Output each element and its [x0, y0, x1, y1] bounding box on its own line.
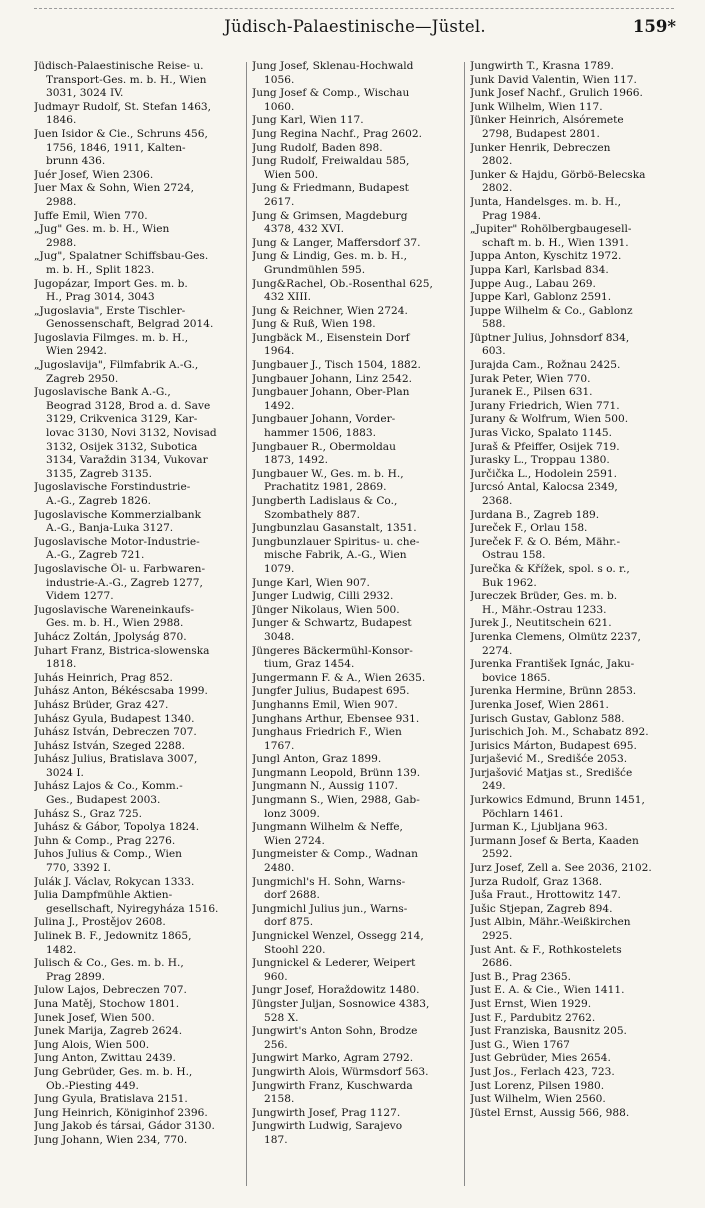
directory-entry-line: Jungbauer Johann, Linz 2542. [252, 372, 412, 385]
directory-entry-line: Jungnickel & Lederer, Weipert [252, 957, 416, 970]
directory-entry-line: Juppa Anton, Kyschitz 1972. [470, 250, 622, 263]
column-divider [246, 62, 247, 1186]
directory-entry-line: Junghans Arthur, Ebensee 931. [252, 712, 420, 725]
directory-entry-continuation: 1846. [46, 114, 77, 127]
directory-entry-continuation: Ostrau 158. [482, 549, 546, 562]
directory-entry-line: Jurak Peter, Wien 770. [470, 372, 591, 385]
directory-entry-line: Jung & Reichner, Wien 2724. [252, 304, 408, 317]
directory-entry-line: Jugopázar, Import Ges. m. b. [34, 277, 188, 290]
directory-entry-line: Juraš & Pfeiffer, Osijek 719. [470, 440, 620, 453]
directory-entry-continuation: Stoohl 220. [264, 943, 326, 956]
directory-entry-line: Junk David Valentin, Wien 117. [470, 73, 637, 86]
directory-entry-continuation: Wien 2724. [264, 834, 325, 847]
directory-entry-line: Juhás Heinrich, Prag 852. [34, 671, 173, 684]
directory-entry-continuation: 1056. [264, 73, 295, 86]
directory-entry-line: Jurdana B., Zagreb 189. [470, 508, 600, 521]
directory-entry-continuation: 249. [482, 780, 506, 793]
directory-entry-line: Jungbäck M., Eisenstein Dorf [252, 331, 410, 344]
page-header [34, 17, 676, 41]
directory-entry-line: Jungmann Leopold, Brünn 139. [252, 766, 421, 779]
directory-entry-line: Jüngster Juljan, Sosnowice 4383, [252, 997, 430, 1010]
directory-entry-line: Junger & Schwartz, Budapest [252, 617, 412, 630]
directory-entry-line: Junker & Hajdu, Görbö-Belecska [470, 168, 646, 181]
directory-entry-line: Jung Josef & Comp., Wischau [252, 87, 410, 100]
directory-entry-continuation: tium, Graz 1454. [264, 658, 355, 671]
directory-entry-continuation: dorf 875. [264, 916, 314, 929]
directory-entry-continuation: Pöchlarn 1461. [482, 807, 564, 820]
directory-entry-line: Jung & Langer, Maffersdorf 37. [252, 236, 421, 249]
directory-entry-line: Jurcsó Antal, Kalocsa 2349, [470, 481, 618, 494]
directory-entry-line: Junghaus Friedrich F., Wien [252, 726, 402, 739]
directory-entry-continuation: 2988. [46, 236, 77, 249]
directory-entry-line: Jungwirt's Anton Sohn, Brodze [252, 1025, 418, 1038]
directory-entry-line: Junta, Handelsges. m. b. H., [470, 195, 621, 208]
directory-entry-line: Jušic Stjepan, Zagreb 894. [470, 902, 613, 915]
directory-entry-line: Juhász Brüder, Graz 427. [34, 698, 169, 711]
directory-entry-line: Junek Marija, Zagreb 2624. [34, 1025, 183, 1038]
directory-entry-continuation: Szombathely 887. [264, 508, 361, 521]
directory-entry-line: Jungl Anton, Graz 1899. [252, 753, 382, 766]
directory-entry-line: Jurjašović Matjas st., Središće [470, 766, 633, 779]
directory-entry-line: Jungwirt Marko, Agram 2792. [252, 1052, 414, 1065]
directory-entry-line: Juér Josef, Wien 2306. [34, 168, 154, 181]
directory-entry-line: Junk Wilhelm, Wien 117. [470, 100, 603, 113]
directory-entry-continuation: A.-G., Zagreb 1826. [46, 495, 152, 507]
directory-entry-line: Jung Johann, Wien 234, 770. [34, 1133, 188, 1146]
directory-entry-continuation: schaft m. b. H., Wien 1391. [482, 236, 629, 249]
directory-entry-continuation: Genossenschaft, Belgrad 2014. [46, 318, 214, 331]
directory-entry-continuation: industrie-A.-G., Zagreb 1277, [46, 576, 203, 589]
directory-entry-line: Julow Lajos, Debreczen 707. [34, 984, 187, 997]
directory-entry-continuation: hammer 1506, 1883. [264, 427, 376, 440]
directory-entry-line: Jurek J., Neutitschein 621. [470, 617, 612, 630]
directory-entry-line: Just Wilhelm, Wien 2560. [470, 1093, 606, 1106]
directory-entry-line: Jungbauer W., Ges. m. b. H., [252, 467, 404, 480]
directory-entry-line: Jurany & Wolfrum, Wien 500. [470, 413, 629, 426]
top-border-rule [34, 8, 674, 9]
directory-entry-continuation: 3024 I. [46, 766, 84, 779]
directory-entry-line: Jung Heinrich, Königinhof 2396. [34, 1106, 208, 1119]
directory-entry-line: Juppa Karl, Karlsbad 834. [470, 263, 609, 276]
page-title: Jüdisch-Palaestinische—Jüstel. [224, 17, 486, 36]
directory-entry-line: Juhn & Comp., Prag 2276. [34, 834, 176, 847]
directory-entry-continuation: dorf 2688. [264, 889, 320, 902]
directory-entry-line: Jungbunzlauer Spiritus- u. che- [252, 535, 420, 548]
directory-entry-line: Jugoslavische Bank A.-G., [34, 386, 171, 399]
directory-entry-continuation: 187. [264, 1133, 288, 1146]
directory-entry-continuation: 4378, 432 XVI. [264, 223, 345, 236]
directory-entry-line: „Jupiter" Rohölbergbaugesell- [470, 223, 632, 236]
directory-entry-line: Juppe Aug., Labau 269. [470, 277, 596, 290]
directory-entry-continuation: 1756, 1846, 1911, Kalten- [46, 141, 186, 154]
directory-entry-line: Jungwirth Ludwig, Sarajevo [252, 1120, 403, 1133]
directory-entry-line: Jungbunzlau Gasanstalt, 1351. [252, 522, 417, 535]
directory-entry-line: Jung Alois, Wien 500. [34, 1038, 150, 1051]
directory-entry-line: „Jugoslavija", Filmfabrik A.-G., [34, 359, 199, 372]
directory-entry-line: Juhász Julius, Bratislava 3007, [34, 753, 198, 766]
directory-entry-line: Jurza Rudolf, Graz 1368. [470, 875, 603, 888]
directory-entry-line: Jurz Josef, Zell a. See 2036, 2102. [470, 862, 652, 875]
directory-entry-line: Juša Fraut., Hrottowitz 147. [470, 889, 621, 902]
directory-entry-continuation: gesellschaft, Nyiregyháza 1516. [46, 902, 219, 915]
directory-entry-line: Just Ernst, Wien 1929. [470, 997, 592, 1010]
directory-entry-line: „Jugoslavia", Erste Tischler- [34, 304, 186, 317]
directory-entry-line: Jünger Nikolaus, Wien 500. [252, 603, 400, 616]
directory-entry-line: Jurenka Josef, Wien 2861. [470, 698, 609, 711]
directory-entry-line: Julina J., Prostějov 2608. [34, 916, 166, 929]
directory-entry-line: Jurjašević M., Središće 2053. [470, 753, 628, 766]
directory-entry-line: Jureček F. & O. Bém, Mähr.- [470, 535, 621, 548]
directory-entry-line: Juer Max & Sohn, Wien 2724, [34, 182, 194, 195]
directory-entry-line: Juhász Gyula, Budapest 1340. [34, 712, 195, 725]
directory-entry-line: Juhász S., Graz 725. [34, 807, 142, 820]
directory-entry-line: Jung Jakob és társai, Gádor 3130. [34, 1120, 215, 1133]
directory-entry-line: Jungbauer Johann, Vorder- [252, 413, 396, 426]
directory-entry-continuation: 1492. [264, 399, 295, 412]
directory-entry-line: Jungmann Wilhelm & Neffe, [252, 821, 403, 834]
directory-entry-line: Jungermann F. & A., Wien 2635. [252, 671, 426, 684]
directory-entry-line: Jungwirth Josef, Prag 1127. [252, 1106, 401, 1119]
directory-entry-continuation: 432 XIII. [264, 291, 312, 304]
directory-entry-line: Jurasky L., Troppau 1380. [470, 454, 610, 467]
column-2 [252, 60, 458, 1188]
directory-entry-line: Junger Ludwig, Cilli 2932. [252, 590, 394, 603]
directory-entry-continuation: H., Mähr.-Ostrau 1233. [482, 603, 607, 616]
directory-entry-line: Jungr Josef, Horaždowitz 1480. [252, 984, 420, 997]
directory-entry-line: Jurisics Márton, Budapest 695. [470, 739, 637, 752]
directory-entry-line: Jugoslavische Öl- u. Farbwaren- [34, 562, 206, 575]
directory-entry-continuation: 256. [264, 1038, 288, 1051]
directory-entry-line: Juffe Emil, Wien 770. [34, 209, 148, 222]
directory-entry-line: Just Lorenz, Pilsen 1980. [470, 1079, 605, 1092]
directory-entry-line: Junk Josef Nachf., Grulich 1966. [470, 87, 643, 100]
directory-entry-continuation: 3048. [264, 630, 295, 643]
directory-entry-line: Juhász Anton, Békéscsaba 1999. [34, 685, 208, 698]
directory-entry-continuation: 1873, 1492. [264, 454, 329, 467]
directory-entry-line: Jung Gebrüder, Ges. m. b. H., [34, 1065, 193, 1078]
directory-entry-continuation: Grundmühlen 595. [264, 263, 366, 276]
directory-entry-line: Juppe Karl, Gablonz 2591. [470, 291, 612, 304]
directory-entry-line: Jurčička L., Hodolein 2591. [470, 467, 617, 480]
directory-entry-line: Just Jos., Ferlach 423, 723. [470, 1065, 615, 1078]
directory-entry-line: Juhász & Gábor, Topolya 1824. [34, 821, 200, 834]
directory-entry-continuation: 3031, 3024 IV. [46, 87, 124, 100]
directory-entry-continuation: Buk 1962. [482, 576, 537, 589]
directory-entry-continuation: 3132, Osijek 3132, Subotica [46, 440, 198, 453]
directory-entry-line: Jurenka František Ignác, Jaku- [470, 658, 635, 671]
directory-entry-continuation: bovice 1865. [482, 671, 551, 684]
directory-entry-line: Jungwirth T., Krasna 1789. [470, 60, 614, 72]
directory-entry-line: Julák J. Václav, Rokycan 1333. [34, 875, 195, 888]
directory-entry-continuation: Beograd 3128, Brod a. d. Save [46, 399, 211, 412]
directory-entry-continuation: 2617. [264, 195, 295, 208]
directory-entry-continuation: Prachatitz 1981, 2869. [264, 481, 387, 494]
directory-entry-line: Junker Henrik, Debreczen [470, 141, 611, 154]
directory-entry-line: Juhos Julius & Comp., Wien [34, 848, 182, 861]
directory-entry-line: Jung & Grimsen, Magdeburg [252, 209, 408, 222]
directory-entry-continuation: 2686. [482, 957, 513, 970]
directory-entry-continuation: 1964. [264, 345, 295, 358]
directory-entry-line: Jurkowics Edmund, Brunn 1451, [470, 794, 645, 807]
directory-entry-line: Just B., Prag 2365. [470, 970, 572, 983]
directory-entry-continuation: Ob.-Piesting 449. [46, 1079, 139, 1092]
directory-entry-continuation: 2988. [46, 195, 77, 208]
directory-entry-line: Jureczek Brüder, Ges. m. b. [470, 590, 618, 603]
directory-entry-line: Jungmann N., Aussig 1107. [252, 780, 398, 793]
directory-entry-line: Juhász István, Debreczen 707. [34, 726, 197, 739]
directory-entry-continuation: 960. [264, 970, 288, 983]
directory-entry-continuation: 588. [482, 318, 506, 331]
directory-entry-continuation: lovac 3130, Novi 3132, Novisad [46, 427, 217, 440]
directory-entry-continuation: 528 X. [264, 1011, 299, 1024]
directory-entry-continuation: 3135, Zagreb 3135. [46, 467, 152, 480]
directory-entry-line: Jungbauer J., Tisch 1504, 1882. [252, 359, 421, 372]
directory-entry-line: Julinek B. F., Jedownitz 1865, [34, 930, 192, 942]
directory-entry-line: Jurischich Joh. M., Schabatz 892. [470, 726, 649, 739]
directory-entry-line: Just Albin, Mähr.-Weißkirchen [470, 916, 631, 929]
column-divider [464, 62, 465, 1186]
directory-entry-continuation: Prag 1984. [482, 209, 541, 222]
directory-entry-continuation: 3134, Varaždin 3134, Vukovar [46, 454, 208, 467]
directory-entry-continuation: Videm 1277. [46, 590, 114, 603]
directory-entry-line: Juppe Wilhelm & Co., Gablonz [470, 304, 633, 317]
directory-entry-line: Just Franziska, Bausnitz 205. [470, 1025, 627, 1038]
directory-entry-continuation: 2802. [482, 182, 513, 195]
directory-entry-continuation: Wien 500. [264, 168, 319, 181]
directory-entry-line: Juhart Franz, Bistrica-slowenska [34, 644, 210, 657]
directory-entry-line: Jüngeres Bäckermühl-Konsor- [252, 644, 413, 657]
directory-entry-line: Juen Isidor & Cie., Schruns 456, [34, 127, 208, 140]
directory-entry-line: Jugoslavische Forstindustrie- [34, 481, 191, 494]
directory-entry-line: Juna Matěj, Stochow 1801. [34, 997, 180, 1010]
directory-entry-continuation: m. b. H., Split 1823. [46, 263, 155, 276]
directory-entry-line: Jugoslavia Filmges. m. b. H., [34, 331, 189, 344]
directory-entry-line: Just Ant. & F., Rothkostelets [470, 943, 622, 956]
directory-entry-continuation: 603. [482, 345, 506, 358]
directory-entry-line: Jungbauer Johann, Ober-Plan [252, 386, 410, 399]
directory-entry-continuation: 2158. [264, 1093, 295, 1106]
directory-entry-line: Jungmeister & Comp., Wadnan [252, 848, 419, 861]
directory-entry-continuation: 2798, Budapest 2801. [482, 127, 600, 140]
directory-entry-continuation: A.-G., Banja-Luka 3127. [46, 522, 174, 535]
directory-entry-line: Junge Karl, Wien 907. [252, 576, 370, 589]
column-3 [470, 60, 676, 1188]
directory-entry-line: Junghanns Emil, Wien 907. [252, 698, 398, 711]
directory-entry-line: Jurenka Hermine, Brünn 2853. [470, 685, 637, 698]
directory-entry-continuation: 1079. [264, 562, 295, 575]
directory-entry-line: Jureček F., Orlau 158. [470, 522, 588, 535]
directory-entry-continuation: 2274. [482, 644, 513, 657]
directory-entry-line: Juras Vicko, Spalato 1145. [470, 427, 612, 440]
directory-entry-continuation: Transport-Ges. m. b. H., Wien [46, 73, 207, 86]
directory-entry-line: Jung&Rachel, Ob.-Rosenthal 625, [252, 277, 433, 290]
directory-entry-line: Jugoslavische Wareneinkaufs- [34, 603, 194, 616]
directory-entry-continuation: A.-G., Zagreb 721. [46, 549, 145, 562]
directory-entry-continuation: 1767. [264, 739, 295, 752]
directory-entry-line: Jung Josef, Sklenau-Hochwald [252, 60, 414, 72]
directory-entry-continuation: 1060. [264, 100, 295, 113]
directory-entry-line: Jung Gyula, Bratislava 2151. [34, 1093, 188, 1106]
directory-entry-line: Jungbauer R., Obermoldau [252, 440, 396, 453]
directory-entry-continuation: lonz 3009. [264, 807, 320, 820]
directory-entry-continuation: Wien 2942. [46, 345, 107, 358]
directory-entry-line: Jungberth Ladislaus & Co., [252, 495, 398, 507]
directory-entry-line: Just F., Pardubitz 2762. [470, 1011, 596, 1024]
page-number: 159* [632, 17, 676, 36]
directory-entry-line: Jurmann Josef & Berta, Kaaden [470, 834, 639, 847]
directory-entry-continuation: mische Fabrik, A.-G., Wien [264, 549, 407, 562]
directory-entry-line: Jugoslavische Motor-Industrie- [34, 535, 200, 548]
directory-entry-line: Jungwirth Alois, Würmsdorf 563. [252, 1065, 429, 1078]
directory-entry-continuation: 3129, Crikvenica 3129, Kar- [46, 413, 198, 426]
directory-entry-line: Jungfer Julius, Budapest 695. [252, 685, 410, 698]
directory-entry-line: Jung Karl, Wien 117. [252, 114, 364, 127]
directory-entry-line: Jurman K., Ljubljana 963. [470, 821, 608, 834]
directory-entry-continuation: 2925. [482, 930, 513, 942]
directory-entry-line: Juhász István, Szeged 2288. [34, 739, 185, 752]
directory-entry-line: „Jug" Ges. m. b. H., Wien [34, 223, 170, 236]
directory-entry-continuation: 2480. [264, 862, 295, 875]
directory-entry-line: Jünker Heinrich, Alsóremete [470, 114, 624, 127]
directory-entry-line: Jüdisch-Palaestinische Reise- u. [34, 60, 204, 72]
directory-entry-line: Jung Regina Nachf., Prag 2602. [252, 127, 422, 140]
directory-entry-line: Jurany Friedrich, Wien 771. [470, 399, 620, 412]
directory-entry-continuation: 2368. [482, 495, 513, 507]
directory-entry-line: Jung & Ruß, Wien 198. [252, 318, 376, 331]
column-1 [34, 60, 240, 1188]
directory-entry-continuation: 2592. [482, 848, 513, 861]
directory-entry-line: Jung & Lindig, Ges. m. b. H., [252, 250, 407, 263]
directory-entry-line: Just Gebrüder, Mies 2654. [470, 1052, 611, 1065]
directory-entry-line: Jungmichl's H. Sohn, Warns- [252, 875, 406, 888]
directory-entry-continuation: Ges., Budapest 2003. [46, 794, 161, 807]
directory-entry-line: Jung Anton, Zwittau 2439. [34, 1052, 176, 1065]
directory-entry-line: Julisch & Co., Ges. m. b. H., [34, 957, 184, 970]
directory-entry-line: Just G., Wien 1767 [470, 1038, 570, 1051]
directory-entry-line: Just E. A. & Cie., Wien 1411. [470, 984, 625, 997]
directory-entry-line: Jüstel Ernst, Aussig 566, 988. [470, 1106, 630, 1119]
directory-entry-continuation: Prag 2899. [46, 970, 105, 983]
directory-entry-continuation: brunn 436. [46, 155, 106, 168]
directory-entry-line: Jung Rudolf, Baden 898. [252, 141, 383, 154]
directory-entry-continuation: Zagreb 2950. [46, 372, 119, 385]
directory-entry-line: Jungmann S., Wien, 2988, Gab- [252, 794, 420, 807]
directory-entry-line: Jungwirth Franz, Kuschwarda [252, 1079, 413, 1092]
directory-entry-line: Jungmichl Julius jun., Warns- [252, 902, 408, 915]
directory-entry-line: Jurisch Gustav, Gablonz 588. [470, 712, 625, 725]
directory-entry-continuation: 1482. [46, 943, 77, 956]
directory-entry-continuation: Ges. m. b. H., Wien 2988. [46, 617, 184, 630]
directory-entry-line: Jurajda Cam., Rožnau 2425. [470, 359, 621, 372]
directory-entry-line: „Jug", Spalatner Schiffsbau-Ges. [34, 250, 209, 263]
directory-entry-line: Julia Dampfmühle Aktien- [34, 889, 173, 902]
directory-entry-line: Judmayr Rudolf, St. Stefan 1463, [34, 100, 212, 113]
directory-entry-line: Juhácz Zoltán, Jpolyság 870. [34, 630, 187, 643]
directory-entry-line: Junek Josef, Wien 500. [34, 1011, 155, 1024]
directory-entry-line: Jugoslavische Kommerzialbank [34, 508, 202, 521]
directory-entry-continuation: 1818. [46, 658, 77, 671]
directory-entry-line: Jung Rudolf, Freiwaldau 585, [252, 155, 410, 168]
directory-entry-continuation: H., Prag 3014, 3043 [46, 291, 155, 304]
directory-entry-line: Juhász Lajos & Co., Komm.- [34, 780, 183, 793]
directory-entry-line: Jungnickel Wenzel, Ossegg 214, [252, 930, 424, 942]
directory-columns [34, 60, 676, 1188]
directory-entry-continuation: 2802. [482, 155, 513, 168]
directory-entry-line: Jung & Friedmann, Budapest [252, 182, 409, 195]
directory-entry-line: Jurenka Clemens, Olmütz 2237, [470, 630, 641, 643]
directory-entry-line: Juranek E., Pilsen 631. [470, 386, 593, 399]
directory-entry-line: Jurečka & Křížek, spol. s o. r., [470, 562, 630, 575]
directory-entry-line: Jüptner Julius, Johnsdorf 834, [470, 331, 630, 344]
directory-entry-continuation: 770, 3392 I. [46, 862, 111, 875]
